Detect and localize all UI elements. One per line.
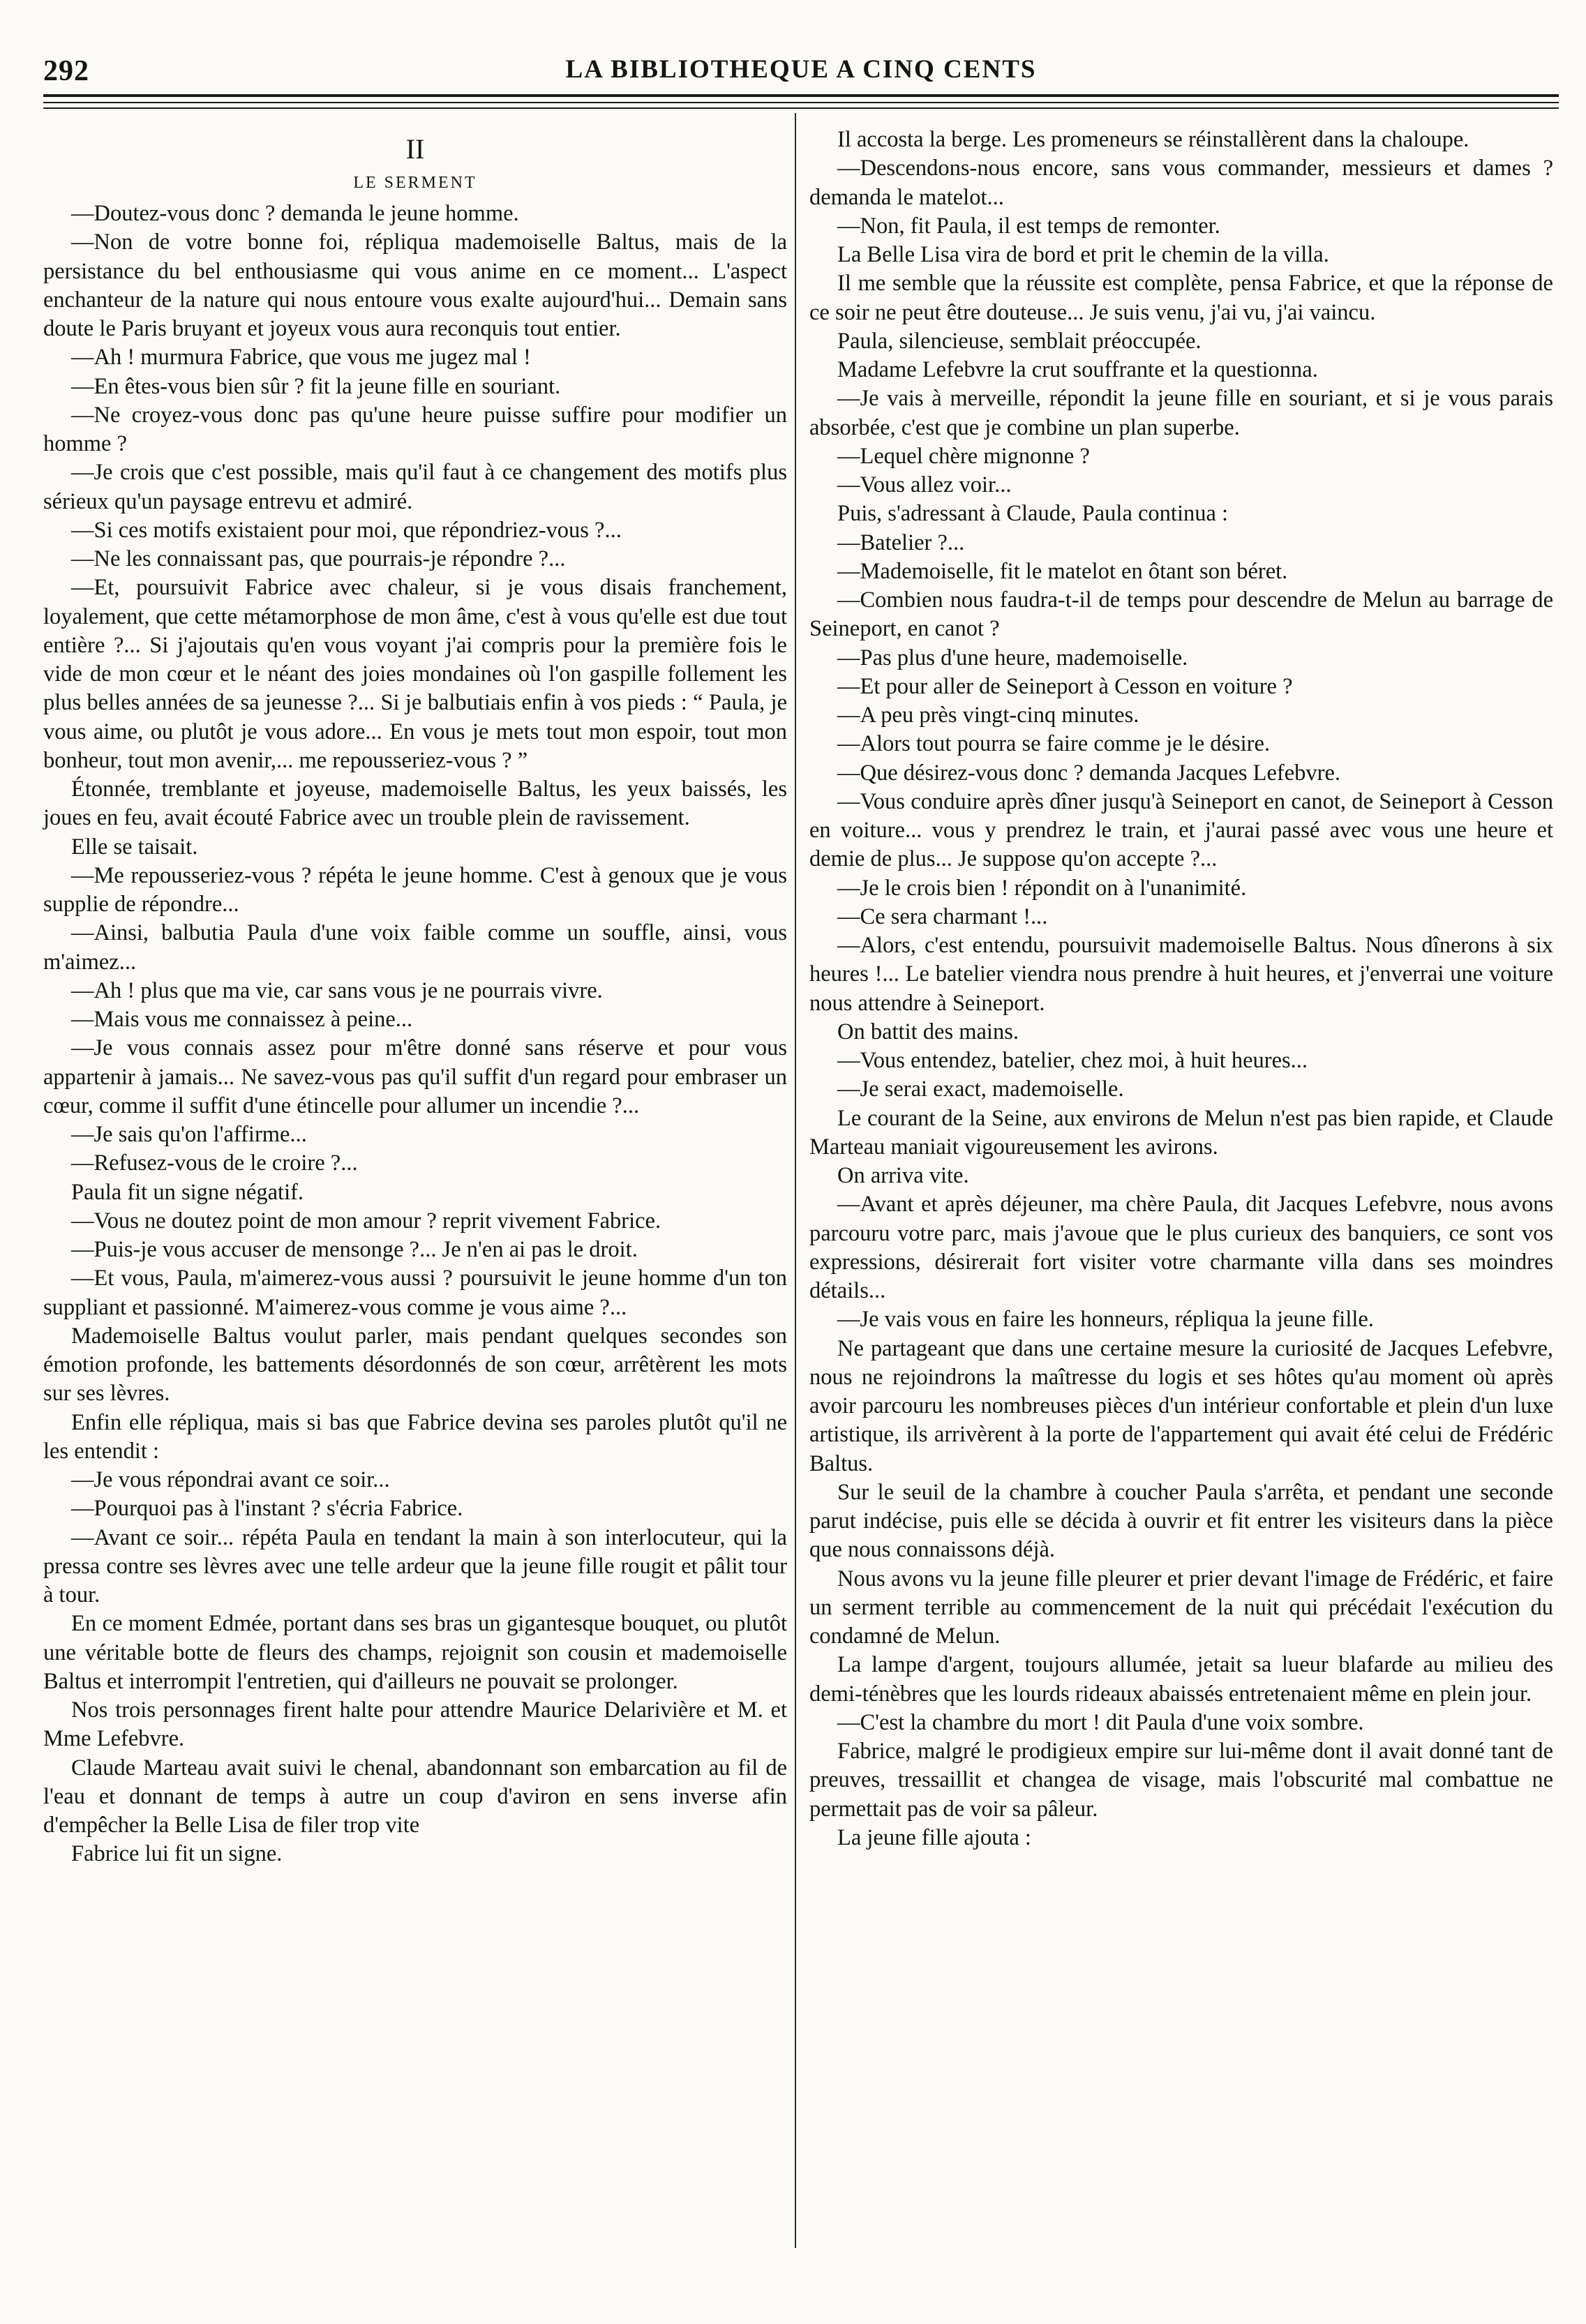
paragraph: Ne partageant que dans une certaine mesure la curiosité de Jacques Lefebvre, nous ne rejoindrons la maîtresse du logis et ses hôtes qu'au moment où après avoir parcouru les nombreuses pièces d'un intérieur confortable et plein d'un luxe artistique, ils arrivèrent à la porte de l'appartement qui avait été celui de Frédéric Baltus. [809,1335,1553,1476]
paragraph: Mademoiselle Baltus voulut parler, mais pendant quelques secondes son émotion profonde, les battements désordonnés de son cœur, arrêtèrent les mots sur ses lèvres. [43,1323,787,1407]
paragraph: —Me repousseriez-vous ? répéta le jeune homme. C'est à genoux que je vous supplie de répondre... [43,862,787,917]
paragraph: Fabrice, malgré le prodigieux empire sur lui-même dont il avait donné tant de preuves, tressaillit et changea de visage, mais l'obscurité mal combattue ne permettait pas de voir sa pâleur. [809,1739,1553,1822]
chapter-title: LE SERMENT [353,174,477,192]
chapter-number: II [405,133,425,165]
paragraph: —Vous entendez, batelier, chez moi, à huit heures... [837,1048,1308,1073]
paragraph: La jeune fille ajouta : [837,1824,1031,1850]
paragraph: Il accosta la berge. Les promeneurs se réinstallèrent dans la chaloupe. [837,127,1469,152]
paragraph: Fabrice lui fit un signe. [71,1841,283,1867]
paragraph: Puis, s'adressant à Claude, Paula continua : [837,501,1229,527]
paragraph: —Lequel chère mignonne ? [837,443,1090,469]
paragraph: —Je sais qu'on l'affirme... [71,1122,307,1147]
paragraph: —Ne les connaissant pas, que pourrais-je répondre ?... [71,546,566,571]
paragraph: —Je vous connais assez pour m'être donné sans réserve et pour vous appartenir à jamais... Ne savez-vous pas qu'il suffit d'un regard pour embraser un cœur, comme il suffit d'une étincelle pour allumer un incendie ?... [43,1035,787,1118]
paragraph: Sur le seuil de la chambre à coucher Paula s'arrêta, et pendant une seconde parut indécise, puis elle se décida à ouvrir et fit entrer les visiteurs dans la pièce que nous connaissons déjà. [809,1479,1553,1563]
paragraph: On battit des mains. [837,1019,1019,1044]
paragraph: —Et vous, Paula, m'aimerez-vous aussi ? poursuivit le jeune homme d'un ton suppliant et passionné. M'aimerez-vous comme je vous aime ?... [43,1266,787,1320]
header-rule [43,107,1559,109]
paragraph: —Combien nous faudra-t-il de temps pour descendre de Melun au barrage de Seineport, en canot ? [809,587,1553,642]
header-rule [43,102,1559,103]
paragraph: Étonnée, tremblante et joyeuse, mademoiselle Baltus, les yeux baissés, les joues en feu, avait écouté Fabrice avec un trouble plein de ravissement. [43,777,787,831]
paragraph: —Si ces motifs existaient pour moi, que répondriez-vous ?... [71,517,622,543]
page-number: 292 [43,55,89,87]
paragraph: —Ah ! plus que ma vie, car sans vous je ne pourrais vivre. [71,977,603,1003]
left-column [43,126,787,1869]
paragraph: En ce moment Edmée, portant dans ses bras un gigantesque bouquet, ou plutôt une véritable botte de fleurs des champs, rejoignit son cousin et mademoiselle Baltus et interrompit l'entretien, qui d'ailleurs ne pouvait se prolonger. [43,1611,787,1694]
paragraph: —Doutez-vous donc ? demanda le jeune homme. [71,201,519,226]
paragraph: —A peu près vingt-cinq minutes. [837,703,1139,728]
paragraph: Paula fit un signe négatif. [71,1179,304,1205]
paragraph: —En êtes-vous bien sûr ? fit la jeune fille en souriant. [71,373,561,399]
paragraph: Paula, silencieuse, semblait préoccupée. [837,328,1202,354]
running-head: LA BIBLIOTHEQUE A CINQ CENTS [565,55,1037,84]
paragraph: —Avant et après déjeuner, ma chère Paula, dit Jacques Lefebvre, nous avons parcouru votre parc, mais j'avoue que le plus curieux des banquiers, ce sont vos expressions, désirerait fort visiter votre charmante villa dans ses moindres détails... [809,1192,1553,1303]
paragraph: Nous avons vu la jeune fille pleurer et prier devant l'image de Frédéric, et faire un serment terrible au commencement de la nuit qui précédait l'exécution du condamné de Melun. [809,1566,1553,1649]
paragraph: —Alors tout pourra se faire comme je le désire. [837,731,1270,757]
paragraph: Enfin elle répliqua, mais si bas que Fabrice devina ses paroles plutôt qu'il ne les entendit : [43,1409,787,1464]
paragraph: —Mademoiselle, fit le matelot en ôtant son béret. [837,558,1288,584]
paragraph: —Batelier ?... [837,530,965,555]
paragraph: —Et pour aller de Seineport à Cesson en voiture ? [837,673,1293,699]
paragraph: On arriva vite. [837,1163,969,1188]
paragraph: —Je vais à merveille, répondit la jeune fille en souriant, et si je vous parais absorbée, c'est que je combine un plan superbe. [809,386,1553,440]
paragraph: Il me semble que la réussite est complète, pensa Fabrice, et que la réponse de ce soir ne peut être douteuse... Je suis venu, j'ai vu, j'ai vaincu. [809,271,1553,325]
header-rule [43,94,1559,97]
paragraph: —C'est la chambre du mort ! dit Paula d'une voix sombre. [837,1709,1364,1735]
paragraph: —Pas plus d'une heure, mademoiselle. [837,645,1188,670]
paragraph: —Puis-je vous accuser de mensonge ?... Je n'en ai pas le droit. [71,1237,638,1262]
paragraph: —Ce sera charmant !... [837,904,1048,929]
paragraph: —Non de votre bonne foi, répliqua mademoiselle Baltus, mais de la persistance du bel enthousiasme qui vous anime en ce moment... L'aspect enchanteur de la nature qui nous entoure vous exalte aujourd'hui... Demain sans doute le Paris bruyant et joyeux vous aura reconquis tout entier. [43,230,787,341]
paragraph: —Ainsi, balbutia Paula d'une voix faible comme un souffle, ainsi, vous m'aimez... [43,920,787,975]
paragraph: —Vous ne doutez point de mon amour ? reprit vivement Fabrice. [71,1208,661,1234]
paragraph: —Mais vous me connaissez à peine... [71,1007,413,1032]
paragraph: —Je le crois bien ! répondit on à l'unanimité. [837,875,1247,901]
paragraph: —Non, fit Paula, il est temps de remonter. [837,213,1220,239]
paragraph: —Vous allez voir... [837,472,1012,497]
paragraph: Madame Lefebvre la crut souffrante et la questionna. [837,357,1318,382]
right-column [809,126,1553,1852]
paragraph: —Vous conduire après dîner jusqu'à Seineport en canot, de Seineport à Cesson en voiture... vous y prendrez le train, et j'aurai passé avec vous une heure et demie de plus... Je suppose qu'on accepte ?... [809,788,1553,872]
paragraph: —Refusez-vous de le croire ?... [71,1150,358,1176]
paragraph: La Belle Lisa vira de bord et prit le chemin de la villa. [837,242,1329,267]
paragraph: —Que désirez-vous donc ? demanda Jacques Lefebvre. [837,760,1341,786]
paragraph: La lampe d'argent, toujours allumée, jetait sa lueur blafarde au milieu des demi-ténèbres que les lourds rideaux abaissés entretenaient même en plein jour. [809,1652,1553,1707]
page-header [43,54,1559,91]
paragraph: —Alors, c'est entendu, poursuivit mademoiselle Baltus. Nous dînerons à six heures !... Le batelier viendra nous prendre à huit heures, et j'enverrai une voiture nous attendre à Seineport. [809,933,1553,1016]
paragraph: —Ah ! murmura Fabrice, que vous me jugez mal ! [71,345,531,370]
paragraph: —Ne croyez-vous donc pas qu'une heure puisse suffire pour modifier un homme ? [43,402,787,456]
paragraph: —Et, poursuivit Fabrice avec chaleur, si je vous disais franchement, loyalement, que cette métamorphose de mon âme, c'est à vous qu'elle est due tout entière ?... Si j'ajoutais qu'en vous voyant j'ai compris pour la première fois le vide de mon cœur et le néant des joies mondaines où l'on gaspille follement les plus belles années de sa jeunesse ?... Si je balbutiais enfin à vos pieds : “ Paula, je vous aime, ou plutôt je vous adore... En vous je mets tout mon espoir, tout mon bonheur, tout mon avenir,... me repousseriez-vous ? ” [43,575,787,773]
column-divider [795,113,796,2248]
paragraph: —Avant ce soir... répéta Paula en tendant la main à son interlocuteur, qui la pressa contre ses lèvres avec une telle ardeur que la jeune fille rougit et pâlit tour à tour. [43,1524,787,1607]
paragraph: Nos trois personnages firent halte pour attendre Maurice Delarivière et M. et Mme Lefebvre. [43,1697,787,1752]
paragraph: Claude Marteau avait suivi le chenal, abandonnant son embarcation au fil de l'eau et donnant de temps à autre un coup d'aviron en sens inverse afin d'empêcher la Belle Lisa de filer trop vite [43,1755,787,1838]
paragraph: —Je serai exact, mademoiselle. [837,1077,1124,1102]
paragraph: Elle se taisait. [71,834,198,860]
paragraph: —Je crois que c'est possible, mais qu'il faut à ce changement des motifs plus sérieux qu'un paysage entrevu et admiré. [43,460,787,514]
paragraph: —Je vous répondrai avant ce soir... [71,1467,390,1492]
paragraph: —Descendons-nous encore, sans vous commander, messieurs et dames ? demanda le matelot... [809,156,1553,210]
paragraph: Le courant de la Seine, aux environs de Melun n'est pas bien rapide, et Claude Marteau maniait vigoureusement les avirons. [809,1105,1553,1160]
paragraph: —Je vais vous en faire les honneurs, répliqua la jeune fille. [837,1307,1374,1333]
paragraph: —Pourquoi pas à l'instant ? s'écria Fabrice. [71,1496,463,1522]
